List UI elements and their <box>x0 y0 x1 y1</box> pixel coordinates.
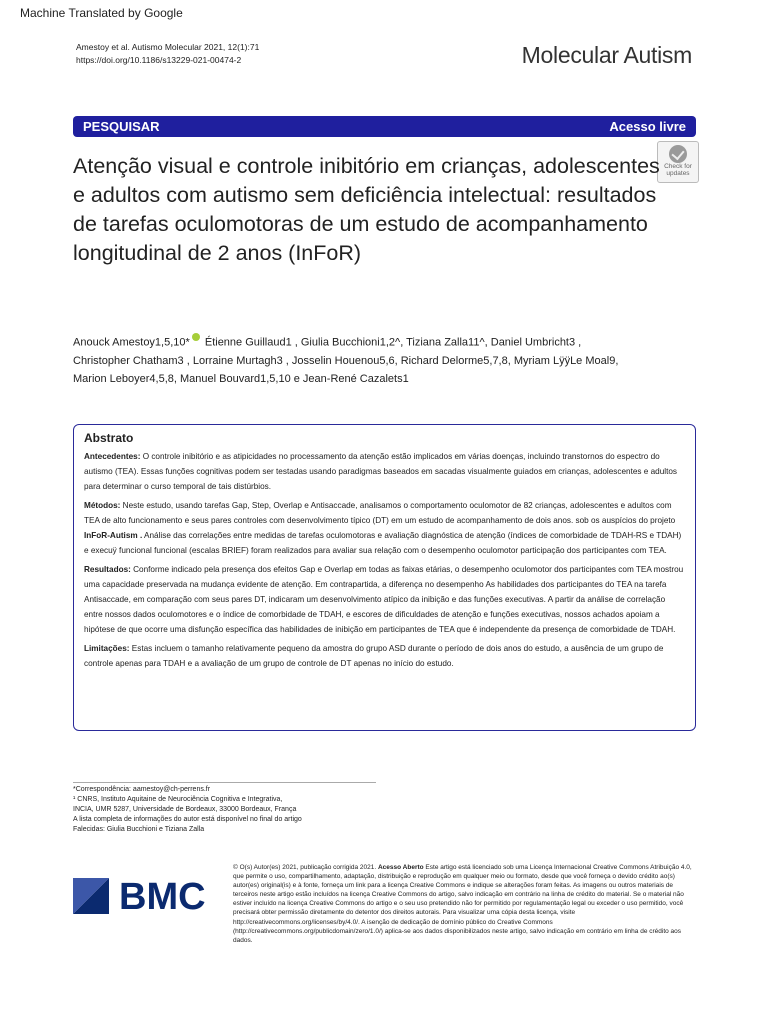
license-part: . A isenção de dedicação de domínio público do Creative Commons ( <box>233 918 553 935</box>
license-part: © O(s) Autor(es) 2021, publicação corrigida 2021. <box>233 864 378 871</box>
badge-text: Check for <box>664 163 692 170</box>
section-text: O controle inibitório e as atipicidades no processamento da atenção estão implicados em várias doenças, incluindo transtornos do espectro do autismo (TEA). Essas funções cognitivas podem ser testadas usando paradigmas baseados em sacadas visualmente guiados em crianças, adolescentes e adultos para determinar o curso temporal de tais distúrbios. <box>84 452 678 491</box>
cc0-link[interactable]: http://creativecommons.org/publicdomain/zero/1.0/ <box>235 927 381 935</box>
section-label: Métodos: <box>84 501 121 510</box>
doi-link[interactable]: https://doi.org/10.1186/s13229-021-00474-2 <box>76 55 242 65</box>
abstract-limitations <box>84 641 685 671</box>
footnote-line: A lista completa de informações do autor está disponível no final do artigo <box>73 816 302 823</box>
abstract-results <box>84 562 685 637</box>
section-text: Análise das correlações entre medidas de tarefas oculomotoras e avaliação diagnóstica de atenção (índices de comorbidade de TDAH-RS e TDAH) e execuÿ funcional funcional (escalas BRIEF) foram realizados para avaliar sua relação com o desempenho oculomotor participação dos participantes com TEA. <box>84 531 682 555</box>
footnote-line: ¹ CNRS, Instituto Aquitaine de Neurociência Cognitiva e Integrativa, <box>73 796 283 803</box>
author-list <box>73 333 693 388</box>
abstract-heading: Abstrato <box>84 431 134 445</box>
license-link[interactable]: http://creativecommons.org/licenses/by/4.0/ <box>233 918 359 926</box>
author-name[interactable]: Christopher Chatham3 , Lorraine Murtagh3 , Josselin Houenou5,6, Richard Delorme5,7,8, Myriam LÿÿLe Moal9, <box>73 354 619 367</box>
machine-translated-label: Machine Translated by Google <box>20 6 183 20</box>
badge-text: updates <box>666 170 690 177</box>
license-part: ) aplica-se aos dados disponibilizados neste artigo, salvo indicação em contrário em linha de crédito aos dados. <box>233 927 682 944</box>
article-type-banner <box>73 116 696 137</box>
footnotes <box>73 785 302 835</box>
open-access-label: Acesso Aberto <box>377 864 424 871</box>
section-label: Antecedentes: <box>84 452 141 461</box>
abstract-methods <box>84 498 685 558</box>
article-type-label: PESQUISAR <box>83 119 160 134</box>
section-label: Resultados: <box>84 565 131 574</box>
section-text: Estas incluem o tamanho relativamente pequeno da amostra do grupo ASD durante o período de dois anos do estudo, a ausência de um grupo de controle apenas para TDAH e a avaliação de um grupo de controle de DT apenas no início do estudo. <box>84 644 664 668</box>
citation-line: Amestoy et al. Autismo Molecular 2021, 12(1):71 <box>76 42 260 52</box>
author-name[interactable]: Marion Leboyer4,5,8, Manuel Bouvard1,5,10 e Jean-René Cazalets1 <box>73 372 409 385</box>
abstract-box <box>73 424 696 731</box>
article-title: Atenção visual e controle inibitório em crianças, adolescentes e adultos com autismo sem deficiência intelectual: resultados de tarefas oculomotoras de um estudo de acompanhamento longitudinal de 2 anos (InFoR) <box>73 154 660 265</box>
license-part: Este artigo está licenciado sob uma Licença Internacional Creative Commons Atribuição 4.0, que permite o uso, compartilhamento, adaptação, distribuição e reprodução em qualquer meio ou formato, desde que você forneça o devido crédito ao(s) autor(es) original(is) e à fonte, forneça um link para a licença Creative Commons e indique se alterações foram feitas. As imagens ou outros materiais de terceiros neste artigo estão incluídos na licença Creative Commons do artigo, salvo indicação em contrário na linha de crédito do material. Se o material não estiver incluído na licença Creative Commons do artigo e o seu uso pretendido não for permitido por regulamentação legal ou exceder o uso permitido, você precisará obter permissão diretamente do detentor dos direitos autorais. Para visualizar uma cópia desta licença, visite <box>233 864 692 917</box>
bmc-logo-text: BMC <box>119 876 206 914</box>
section-text: Neste estudo, usando tarefas Gap, Step, Overlap e Antisaccade, analisamos o comportamento oculomotor de 82 crianças, adolescentes e adultos com TEA de alto funcionamento e seus pares controles com desenvolvimento típico (DT) em um estudo de acompanhamento de dois anos. sob os auspícios do projeto <box>84 501 676 525</box>
author-name[interactable]: Étienne Guillaud1 , Giulia Bucchioni1,2^, Tiziana Zalla11^, Daniel Umbricht3 , <box>201 336 582 349</box>
footnote-divider <box>73 782 376 783</box>
footnote-line: Falecidas: Giulia Bucchioni e Tiziana Zalla <box>73 826 205 833</box>
journal-name: Molecular Autism <box>521 42 692 68</box>
citation <box>76 41 259 67</box>
section-text: Conforme indicado pela presença dos efeitos Gap e Overlap em todas as faixas etárias, o desempenho oculomotor dos participantes com TEA mostrou uma capacidade preservada na mudança evidente de atenção. Em contrapartida, a diferença no desempenho As habilidades dos participantes do TEA na tarefa Antisaccade, em comparação com seus pares DT, indicaram um desenvolvimento atípico da inibição e das funções executivas. A partir da análise de correlação entre nossos dados oculomotores e o índice de comorbidade de TDAH, e escores de dificuldades de atenção e funções executivas, nossos achados apoiam a hipótese de que ocorre uma disfunção específica das habilidades de inibição em participantes de TEA que é independente da presença de comorbidade de TDAH. <box>84 565 684 634</box>
orcid-icon[interactable] <box>192 333 200 341</box>
section-label: Limitações: <box>84 644 130 653</box>
footnote-line: *Correspondência: aamestoy@ch-perrens.fr <box>73 786 211 793</box>
abstract-background <box>84 449 685 494</box>
project-name: InFoR-Autism . <box>84 531 143 540</box>
bmc-logo <box>73 876 215 914</box>
footnote-line: INCIA, UMR 5287, Universidade de Bordeaux, 33000 Bordeaux, França <box>73 806 297 813</box>
license-text <box>233 863 696 945</box>
author-name[interactable]: Anouck Amestoy1,5,10* <box>73 336 190 349</box>
open-access-label: Acesso livre <box>609 119 686 134</box>
